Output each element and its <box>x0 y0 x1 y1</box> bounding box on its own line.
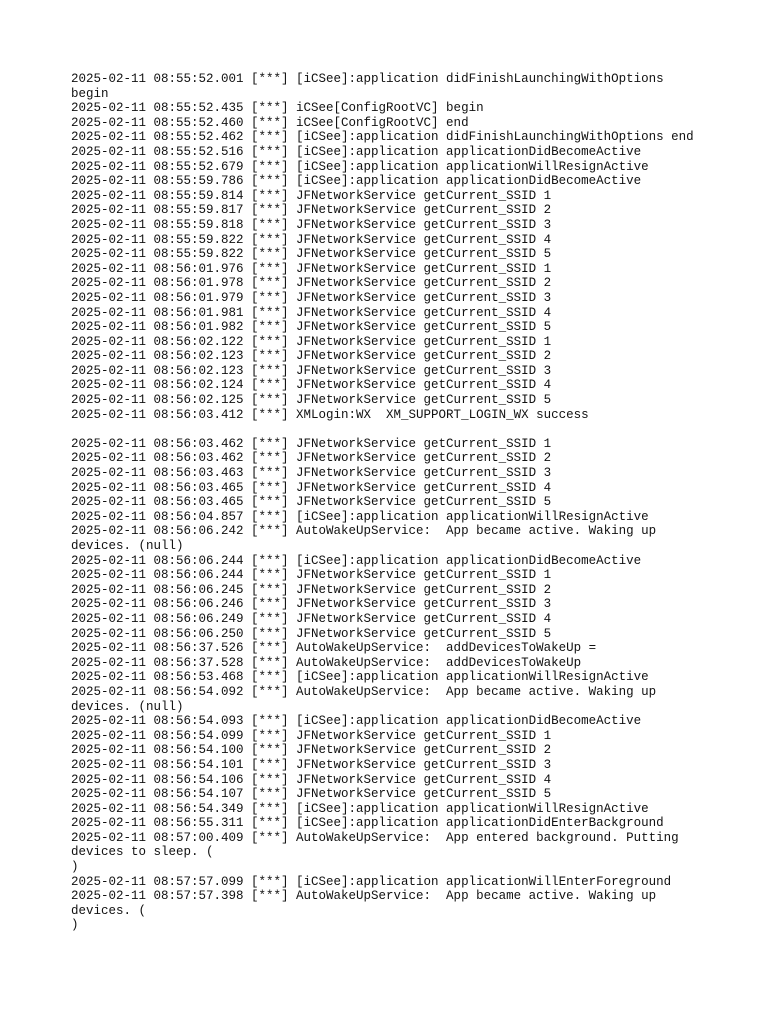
log-line: 2025-02-11 08:55:52.679 [***] [iCSee]:application applicationWillResignActive <box>71 159 649 174</box>
log-line: 2025-02-11 08:55:52.462 [***] [iCSee]:application didFinishLaunchingWithOptions end <box>71 130 694 145</box>
log-line: 2025-02-11 08:56:54.093 [***] [iCSee]:application applicationDidBecomeActive <box>71 714 642 729</box>
log-line: 2025-02-11 08:56:54.092 [***] AutoWakeUpService: App became active. Waking up <box>71 684 657 699</box>
log-line: 2025-02-11 08:55:52.460 [***] iCSee[ConfigRootVC] end <box>71 115 469 130</box>
log-line: 2025-02-11 08:56:03.463 [***] JFNetworkService getCurrent_SSID 3 <box>71 466 552 481</box>
log-line: 2025-02-11 08:55:59.817 [***] JFNetworkService getCurrent_SSID 2 <box>71 203 552 218</box>
log-line: 2025-02-11 08:56:37.526 [***] AutoWakeUpService: addDevicesToWakeUp = <box>71 641 597 656</box>
log-line: 2025-02-11 08:56:06.244 [***] JFNetworkService getCurrent_SSID 1 <box>71 568 552 583</box>
log-line: 2025-02-11 08:56:03.412 [***] XMLogin:WX XM_SUPPORT_LOGIN_WX success <box>71 407 589 422</box>
log-line: 2025-02-11 08:56:03.465 [***] JFNetworkService getCurrent_SSID 5 <box>71 495 552 510</box>
log-line: 2025-02-11 08:57:57.099 [***] [iCSee]:application applicationWillEnterForeground <box>71 874 672 889</box>
log-line: 2025-02-11 08:56:55.311 [***] [iCSee]:application applicationDidEnterBackground <box>71 816 664 831</box>
log-line: devices. (null) <box>71 539 184 553</box>
log-line <box>71 422 711 437</box>
log-line: 2025-02-11 08:56:01.978 [***] JFNetworkService getCurrent_SSID 2 <box>71 276 552 291</box>
log-line: 2025-02-11 08:56:01.982 [***] JFNetworkService getCurrent_SSID 5 <box>71 320 552 335</box>
log-line: 2025-02-11 08:56:03.462 [***] JFNetworkService getCurrent_SSID 2 <box>71 451 552 466</box>
log-line: begin <box>71 86 109 101</box>
log-line: 2025-02-11 08:56:54.101 [***] JFNetworkService getCurrent_SSID 3 <box>71 757 552 772</box>
log-line: 2025-02-11 08:56:01.981 [***] JFNetworkService getCurrent_SSID 4 <box>71 305 552 320</box>
log-line: 2025-02-11 08:56:54.349 [***] [iCSee]:application applicationWillResignActive <box>71 801 649 816</box>
log-line: 2025-02-11 08:57:00.409 [***] AutoWakeUpService: App entered background. Putting <box>71 830 679 845</box>
log-line: devices to sleep. ( <box>71 845 214 860</box>
log-line: devices. (null) <box>71 699 184 714</box>
log-line: 2025-02-11 08:56:02.125 [***] JFNetworkService getCurrent_SSID 5 <box>71 393 552 408</box>
log-line: 2025-02-11 08:56:02.122 [***] JFNetworkService getCurrent_SSID 1 <box>71 334 552 349</box>
log-line: 2025-02-11 08:55:52.001 [***] [iCSee]:application didFinishLaunchingWithOptions <box>71 72 664 86</box>
log-line: 2025-02-11 08:56:37.528 [***] AutoWakeUpService: addDevicesToWakeUp <box>71 655 582 670</box>
log-text <box>71 72 711 933</box>
log-line: ) <box>71 918 79 933</box>
log-line: 2025-02-11 08:55:59.822 [***] JFNetworkService getCurrent_SSID 5 <box>71 247 552 262</box>
log-line: 2025-02-11 08:56:03.465 [***] JFNetworkService getCurrent_SSID 4 <box>71 480 552 495</box>
log-line: 2025-02-11 08:56:06.249 [***] JFNetworkService getCurrent_SSID 4 <box>71 611 552 626</box>
log-line: 2025-02-11 08:56:02.124 [***] JFNetworkService getCurrent_SSID 4 <box>71 378 552 393</box>
log-line: 2025-02-11 08:56:54.106 [***] JFNetworkService getCurrent_SSID 4 <box>71 772 552 787</box>
log-line: devices. ( <box>71 903 147 918</box>
log-line: 2025-02-11 08:56:06.245 [***] JFNetworkService getCurrent_SSID 2 <box>71 582 552 597</box>
log-line: 2025-02-11 08:56:02.123 [***] JFNetworkService getCurrent_SSID 2 <box>71 349 552 364</box>
log-line: 2025-02-11 08:56:03.462 [***] JFNetworkService getCurrent_SSID 1 <box>71 436 552 451</box>
log-line: 2025-02-11 08:55:52.516 [***] [iCSee]:application applicationDidBecomeActive <box>71 144 642 159</box>
log-line: 2025-02-11 08:56:54.099 [***] JFNetworkService getCurrent_SSID 1 <box>71 728 552 743</box>
log-line: 2025-02-11 08:55:52.435 [***] iCSee[ConfigRootVC] begin <box>71 101 484 116</box>
log-line: 2025-02-11 08:56:01.979 [***] JFNetworkService getCurrent_SSID 3 <box>71 290 552 305</box>
log-line: 2025-02-11 08:56:06.246 [***] JFNetworkService getCurrent_SSID 3 <box>71 597 552 612</box>
log-line: 2025-02-11 08:57:57.398 [***] AutoWakeUpService: App became active. Waking up <box>71 889 657 904</box>
log-line: 2025-02-11 08:56:04.857 [***] [iCSee]:application applicationWillResignActive <box>71 509 649 524</box>
log-line: 2025-02-11 08:56:06.250 [***] JFNetworkService getCurrent_SSID 5 <box>71 626 552 641</box>
log-line: 2025-02-11 08:56:01.976 [***] JFNetworkService getCurrent_SSID 1 <box>71 261 552 276</box>
log-line: 2025-02-11 08:56:53.468 [***] [iCSee]:application applicationWillResignActive <box>71 670 649 685</box>
log-line: 2025-02-11 08:55:59.818 [***] JFNetworkService getCurrent_SSID 3 <box>71 217 552 232</box>
log-line: 2025-02-11 08:55:59.822 [***] JFNetworkService getCurrent_SSID 4 <box>71 232 552 247</box>
log-line: 2025-02-11 08:56:54.100 [***] JFNetworkService getCurrent_SSID 2 <box>71 743 552 758</box>
log-line: 2025-02-11 08:56:06.244 [***] [iCSee]:application applicationDidBecomeActive <box>71 553 642 568</box>
log-line: 2025-02-11 08:56:54.107 [***] JFNetworkService getCurrent_SSID 5 <box>71 787 552 802</box>
log-line: 2025-02-11 08:55:59.814 [***] JFNetworkService getCurrent_SSID 1 <box>71 188 552 203</box>
log-line: 2025-02-11 08:55:59.786 [***] [iCSee]:application applicationDidBecomeActive <box>71 174 642 189</box>
log-line: 2025-02-11 08:56:02.123 [***] JFNetworkService getCurrent_SSID 3 <box>71 363 552 378</box>
log-line: 2025-02-11 08:56:06.242 [***] AutoWakeUpService: App became active. Waking up <box>71 524 657 539</box>
log-line: ) <box>71 860 79 875</box>
